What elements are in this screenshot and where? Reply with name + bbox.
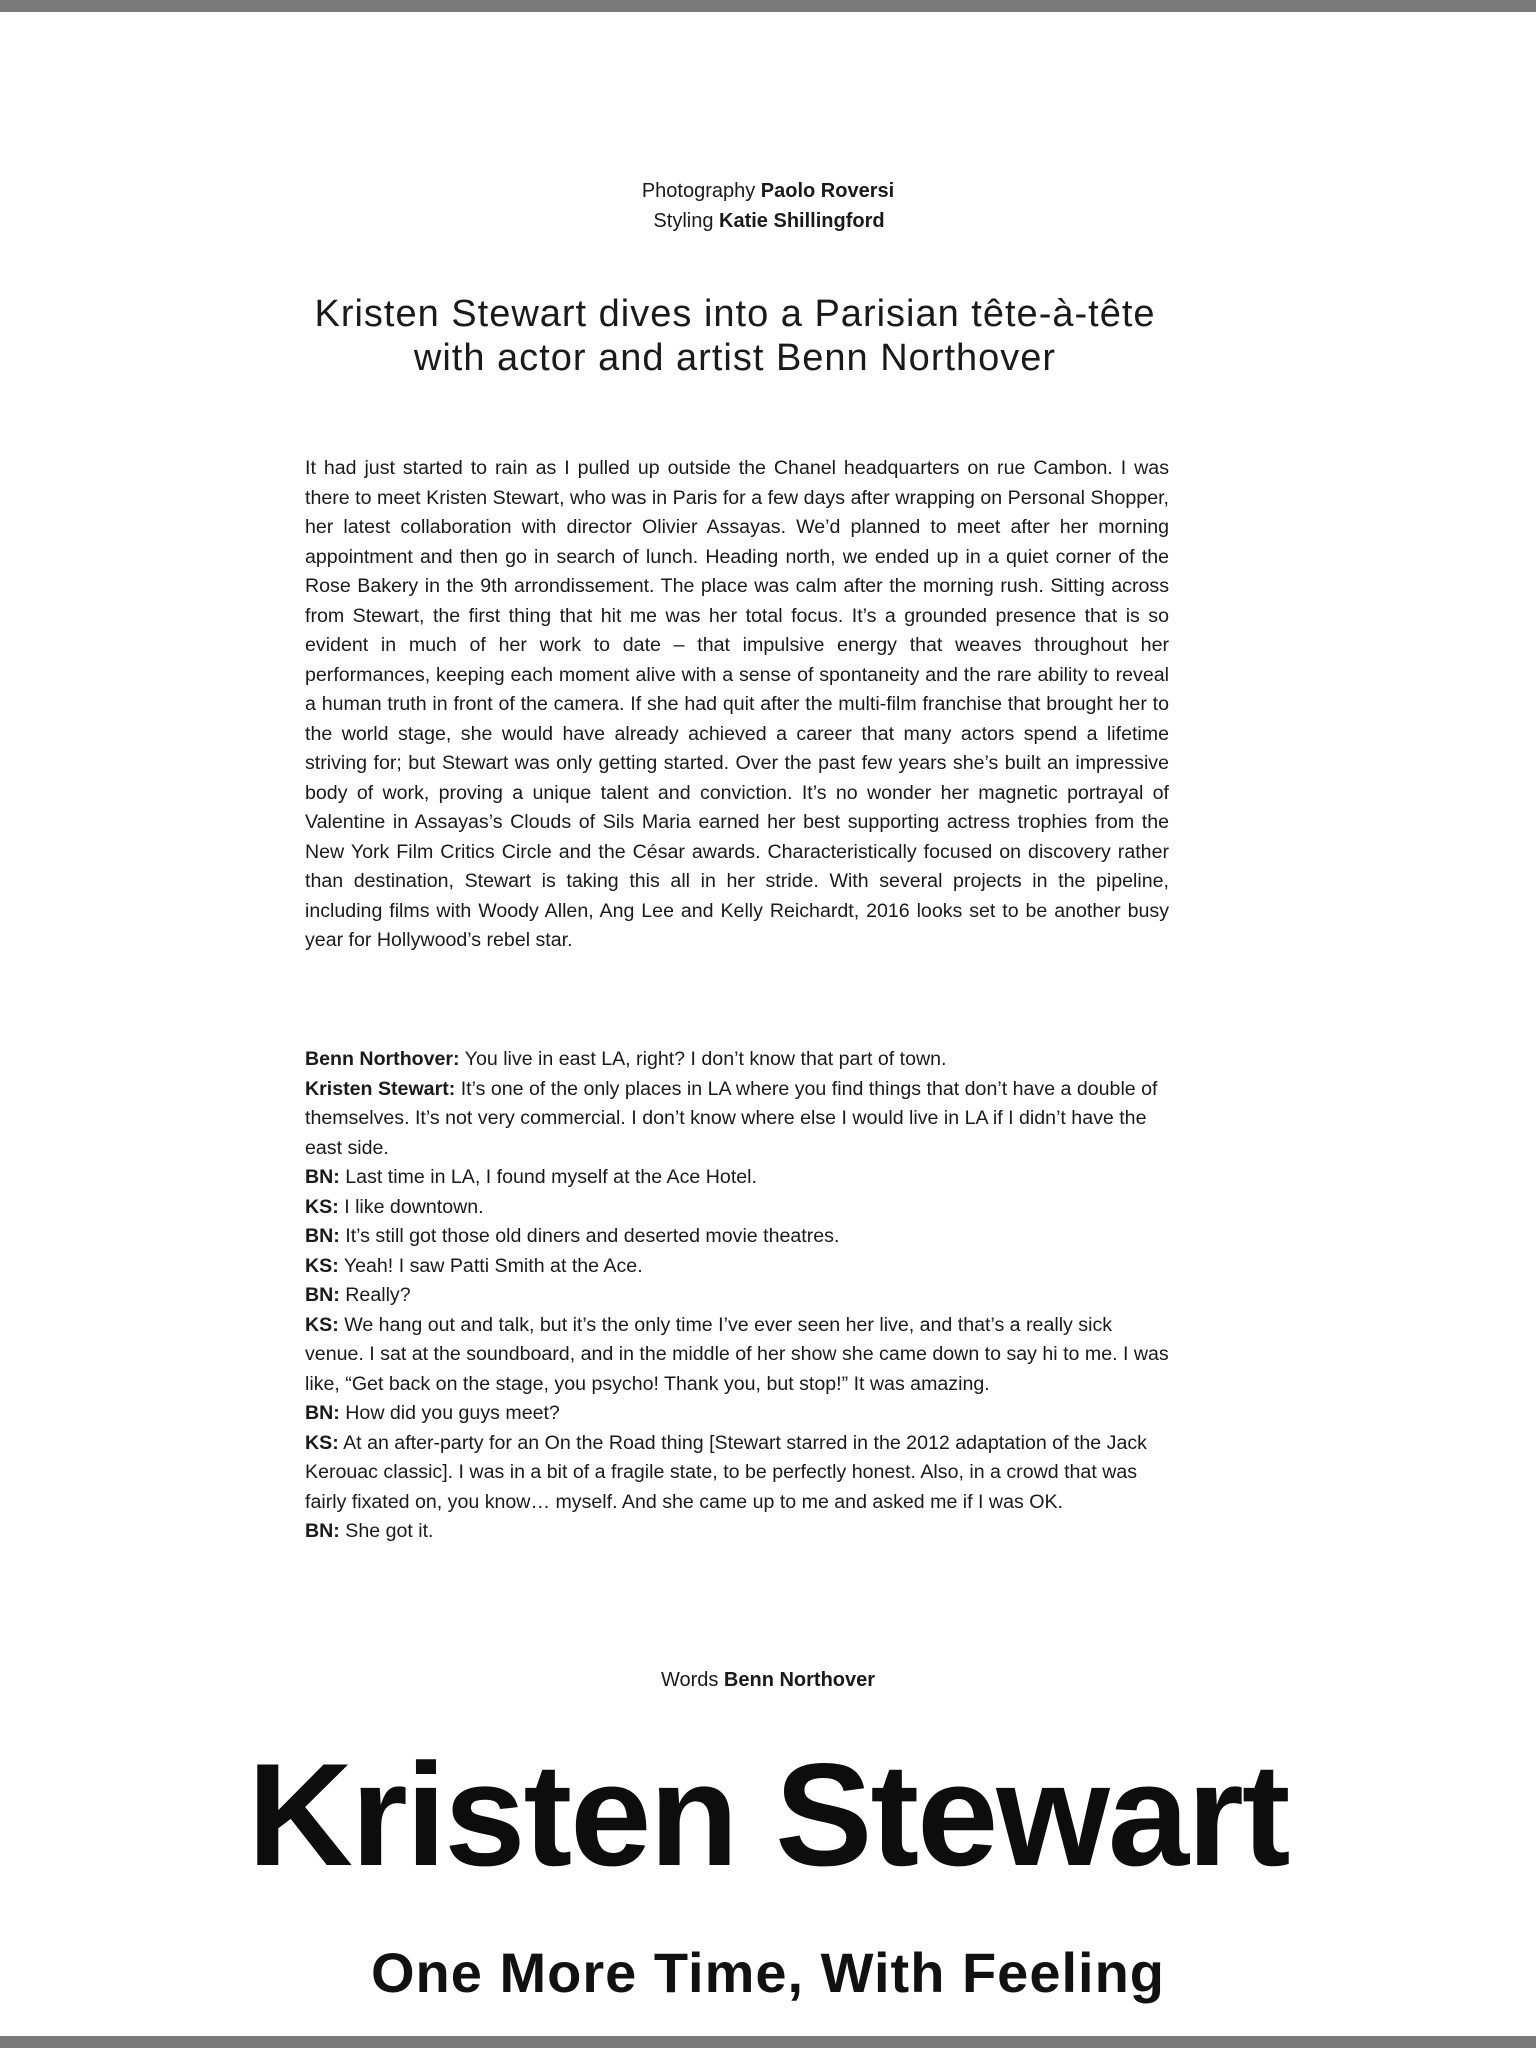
speaker-label: BN: bbox=[305, 1284, 340, 1306]
dialogue-text: You live in east LA, right? I don’t know that part of town. bbox=[459, 1048, 947, 1070]
bottom-border bbox=[0, 2036, 1536, 2048]
dialogue-text: We hang out and talk, but it’s the only time I’ve ever seen her live, and that’s a really sick venue. I sat at the soundboard, and in the middle of her show she came down to say hi to me. I was like, “Get back on the stage, you psycho! Thank you, but stop!” It was amazing. bbox=[305, 1313, 1169, 1395]
feature-title: Kristen Stewart bbox=[247, 1733, 1289, 1896]
dialogue-line bbox=[305, 1399, 1175, 1429]
dialogue-line bbox=[305, 1517, 1175, 1547]
styling-label: Styling bbox=[653, 210, 714, 232]
article-headline: Kristen Stewart dives into a Parisian tête-à-tête with actor and artist Benn Northover bbox=[314, 293, 1156, 379]
speaker-label: BN: bbox=[305, 1402, 340, 1424]
dialogue-line bbox=[305, 1193, 1175, 1223]
dialogue-line bbox=[305, 1429, 1175, 1518]
byline-label: Words bbox=[660, 1669, 719, 1691]
dialogue-line bbox=[305, 1045, 1175, 1075]
speaker-label: Kristen Stewart: bbox=[305, 1077, 456, 1100]
speaker-label: KS: bbox=[305, 1254, 339, 1277]
dialogue-text: How did you guys meet? bbox=[339, 1402, 560, 1424]
interview-dialogue bbox=[305, 1045, 1175, 1547]
dialogue-text: It’s still got those old diners and deserted movie theatres. bbox=[339, 1225, 840, 1247]
byline bbox=[0, 1665, 1536, 1695]
photo-credits bbox=[0, 176, 1536, 236]
speaker-label: BN: bbox=[305, 1166, 340, 1188]
dialogue-line bbox=[305, 1075, 1175, 1164]
photography-label: Photography bbox=[641, 180, 756, 202]
photography-credit bbox=[0, 176, 1536, 206]
dialogue-text: Last time in LA, I found myself at the Ace Hotel. bbox=[339, 1166, 757, 1188]
dialogue-line bbox=[305, 1311, 1175, 1400]
dialogue-text: I like downtown. bbox=[338, 1195, 484, 1218]
speaker-label: KS: bbox=[305, 1313, 339, 1336]
styling-credit bbox=[0, 206, 1536, 236]
dialogue-line bbox=[305, 1252, 1175, 1282]
dialogue-line bbox=[305, 1163, 1175, 1193]
dialogue-line bbox=[305, 1281, 1175, 1311]
dialogue-text: At an after-party for an On the Road thing [Stewart starred in the 2012 adaptation of the Jack Kerouac classic]. I was in a bit of a fragile state, to be perfectly honest. Also, in a crowd that was fairly fixated on, you know… myself. And she came up to me and asked me if I was OK. bbox=[305, 1431, 1147, 1513]
speaker-label: BN: bbox=[305, 1225, 340, 1247]
dialogue-text: Yeah! I saw Patti Smith at the Ace. bbox=[338, 1254, 643, 1277]
speaker-label: BN: bbox=[305, 1520, 340, 1542]
feature-subtitle: One More Time, With Feeling bbox=[371, 1941, 1165, 2004]
byline-author: Benn Northover bbox=[723, 1669, 876, 1691]
top-border bbox=[0, 0, 1536, 12]
dialogue-text: Really? bbox=[339, 1284, 411, 1306]
photographer-name: Paolo Roversi bbox=[760, 180, 895, 202]
speaker-label: KS: bbox=[305, 1431, 339, 1454]
intro-paragraph: It had just started to rain as I pulled up outside the Chanel headquarters on rue Cambon. I was there to meet Kristen Stewart, who was in Paris for a few days after wrapping on Personal Shopper, her latest collaboration with director Olivier Assayas. We’d planned to meet after her morning appointment and then go in search of lunch. Heading north, we ended up in a quiet corner of the Rose Bakery in the 9th arrondissement. The place was calm after the morning rush. Sitting across from Stewart, the first thing that hit me was her total focus. It’s a grounded presence that is so evident in much of her work to date – that impulsive energy that weaves throughout her performances, keeping each moment alive with a sense of spontaneity and the rare ability to reveal a human truth in front of the camera. If she had quit after the multi-film franchise that brought her to the world stage, she would have already achieved a career that many actors spend a lifetime striving for; but Stewart was only getting started. Over the past few years she’s built an impressive body of work, proving a unique talent and conviction. It’s no wonder her magnetic portrayal of Valentine in Assayas’s Clouds of Sils Maria earned her best supporting actress trophies from the New York Film Critics Circle and the César awards. Characteristically focused on discovery rather than destination, Stewart is taking this all in her stride. With several projects in the pipeline, including films with Woody Allen, Ang Lee and Kelly Reichardt, 2016 looks set to be another busy year for Hollywood’s rebel star. bbox=[305, 457, 1169, 951]
speaker-label: KS: bbox=[305, 1195, 339, 1218]
dialogue-text: It’s one of the only places in LA where you find things that don’t have a double of themselves. It’s not very commercial. I don’t know where else I would live in LA if I didn’t have the east side. bbox=[305, 1077, 1158, 1159]
dialogue-line bbox=[305, 1222, 1175, 1252]
dialogue-text: She got it. bbox=[339, 1520, 434, 1542]
speaker-label: Benn Northover: bbox=[305, 1048, 460, 1070]
stylist-name: Katie Shillingford bbox=[719, 210, 885, 232]
